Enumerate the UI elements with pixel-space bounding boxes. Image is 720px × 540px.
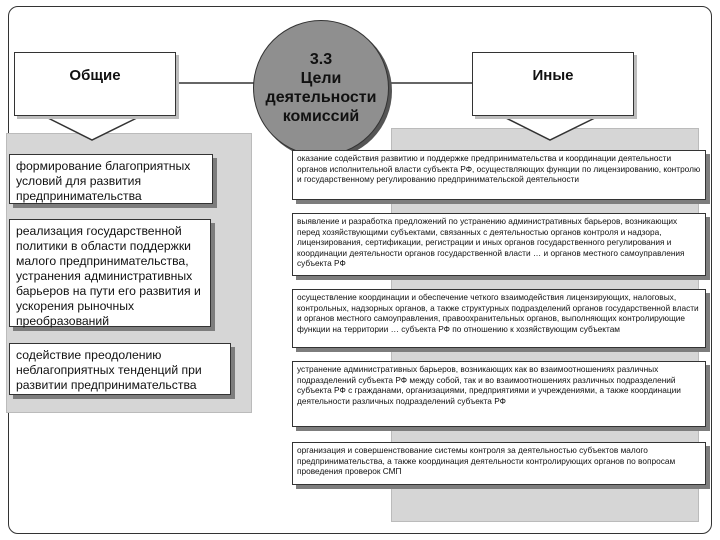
other-goal-text: оказание содействия развитию и поддержке предпринимательства и координации деятельности органов исполнительной власти субъекта РФ, осуществляющих функции по лицензированию, контролю и государственному регулированию предпринимательской деятельности — [297, 153, 701, 185]
general-goal-box — [9, 343, 231, 395]
center-title-line-3: комиссий — [282, 108, 360, 125]
other-goal-box — [292, 361, 706, 427]
center-title-line-1: Цели — [300, 70, 342, 87]
other-goal-text: организация и совершенствование системы контроля за деятельностью субъектов малого предпринимательства, а также координация деятельности контролирующих органов по вопросам проведения проверок СМП — [297, 445, 676, 477]
other-goals-label: Иные — [532, 67, 574, 84]
right-banner-tail — [498, 114, 603, 140]
other-goal-box — [292, 150, 706, 200]
general-goals-header — [14, 52, 176, 116]
general-goal-text: реализация государственной политики в области поддержки малого предпринимательства, устранения административных барьеров на пути его развития и ускорения рыночных преобразований — [16, 224, 201, 328]
other-goal-box — [292, 213, 706, 276]
other-goal-box — [292, 442, 706, 485]
other-goals-header — [472, 52, 634, 116]
section-number: 3.3 — [309, 51, 333, 68]
left-banner-tail — [40, 114, 145, 140]
center-title-line-2: деятельности — [265, 89, 377, 106]
center-circle — [253, 20, 389, 156]
other-goal-text: выявление и разработка предложений по устранению административных барьеров, возникающих перед хозяйствующими субъектами, связанных с деятельностью органов контроля и надзора, лицензирования, сертификации, регистрации и иных органов государственного регулирования и координации деятельности органов государственной власти … и органов местного самоуправления субъекта РФ — [297, 216, 685, 269]
other-goal-text: осуществление координации и обеспечение четкого взаимодействия лицензирующих, налоговых, контрольных, надзорных органов, а также структурных подразделений органов государственной власти и органов местного самоуправления, правоохранительных органов, выполняющих контролирующие функции на территории … субъекта РФ по отношению к хозяйствующим субъектам — [297, 292, 699, 334]
general-goal-text: содействие преодолению неблагоприятных тенденций при развитии предпринимательства — [16, 348, 202, 392]
general-goal-box — [9, 219, 211, 327]
general-goal-text: формирование благоприятных условий для развития предпринимательства — [16, 159, 191, 203]
general-goal-box — [9, 154, 213, 204]
other-goal-box — [292, 289, 706, 348]
general-goals-label: Общие — [69, 67, 121, 84]
other-goal-text: устранение административных барьеров, возникающих как во взаимоотношениях различных подразделений субъекта РФ между собой, так и во взаимоотношениях различных подразделений субъекта РФ с гражданами, организациями, предприятиями и учреждениями, а также координации деятельности различных подразделений субъекта РФ — [297, 364, 681, 406]
